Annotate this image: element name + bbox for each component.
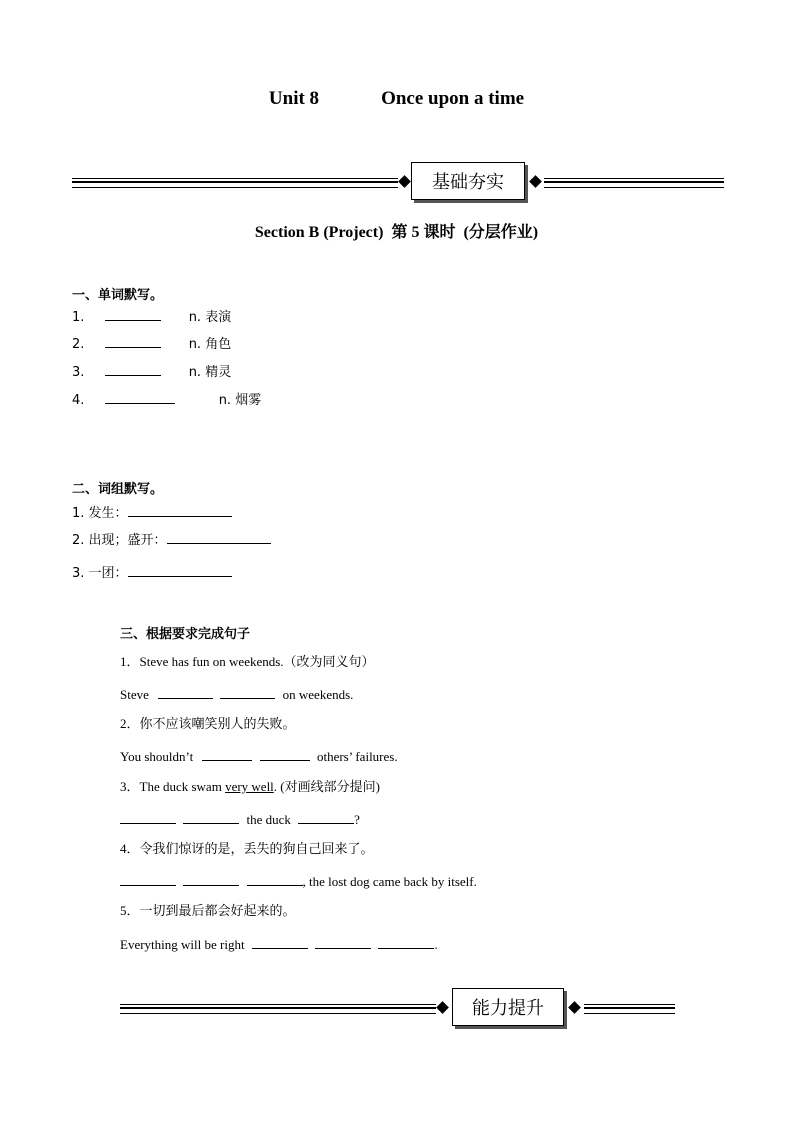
list-item: 2. n. 角色 xyxy=(72,333,231,354)
list-item: 1. 发生： xyxy=(72,502,232,523)
answer-blank[interactable] xyxy=(158,684,213,699)
unit-title: Once upon a time xyxy=(381,88,525,109)
question-prompt: 1．Steve has fun on weekends.（改为同义句） xyxy=(120,654,375,669)
divider-label-advanced: 能力提升 xyxy=(452,988,564,1026)
section-title: Section B (Project) 第 5 课时 (分层作业) xyxy=(254,224,539,241)
list-item: 3. n. 精灵 xyxy=(72,361,231,382)
document-title xyxy=(0,88,793,110)
question-prompt: 4．令我们惊讶的是，丢失的狗自己回来了。 xyxy=(120,841,374,856)
unit-label: Unit 8 xyxy=(268,88,320,109)
section-divider-basic xyxy=(72,162,724,202)
question-prompt: 5．一切到最后都会好起来的。 xyxy=(120,903,296,918)
list-item: 1. n. 表演 xyxy=(72,306,231,327)
answer-blank[interactable] xyxy=(120,809,176,824)
answer-blank[interactable] xyxy=(128,562,232,577)
answer-blank[interactable] xyxy=(105,333,161,348)
question-prompt: 3．The duck swam very well. (对画线部分提问) xyxy=(120,779,380,794)
underlined-phrase: very well xyxy=(225,779,274,794)
list-item: 3. 一团： xyxy=(72,562,232,583)
part2-heading: 二、词组默写。 xyxy=(72,482,164,497)
answer-blank[interactable] xyxy=(105,389,175,404)
section-divider-advanced xyxy=(120,988,675,1028)
answer-blank[interactable] xyxy=(298,809,354,824)
part3-heading: 三、根据要求完成句子 xyxy=(120,627,251,642)
part1-heading: 一、单词默写。 xyxy=(72,288,164,303)
answer-line: , the lost dog came back by itself. xyxy=(120,871,477,891)
list-item: 2. 出现；盛开： xyxy=(72,529,271,550)
answer-line: You shouldn’t others’ failures. xyxy=(120,746,398,766)
answer-blank[interactable] xyxy=(260,746,310,761)
answer-blank[interactable] xyxy=(167,529,271,544)
question-prompt: 2．你不应该嘲笑别人的失败。 xyxy=(120,716,296,731)
list-item: 4. n. 烟雾 xyxy=(72,389,261,410)
answer-blank[interactable] xyxy=(120,871,176,886)
answer-blank[interactable] xyxy=(220,684,275,699)
answer-blank[interactable] xyxy=(105,361,161,376)
answer-blank[interactable] xyxy=(202,746,252,761)
answer-blank[interactable] xyxy=(183,809,239,824)
answer-blank[interactable] xyxy=(105,306,161,321)
answer-line: the duck ? xyxy=(120,809,360,829)
answer-blank[interactable] xyxy=(128,502,232,517)
answer-blank[interactable] xyxy=(378,934,434,949)
answer-blank[interactable] xyxy=(252,934,308,949)
answer-blank[interactable] xyxy=(315,934,371,949)
answer-blank[interactable] xyxy=(247,871,303,886)
answer-line: Steve on weekends. xyxy=(120,684,353,704)
divider-label-basic: 基础夯实 xyxy=(411,162,525,200)
answer-line: Everything will be right . xyxy=(120,934,438,954)
answer-blank[interactable] xyxy=(183,871,239,886)
